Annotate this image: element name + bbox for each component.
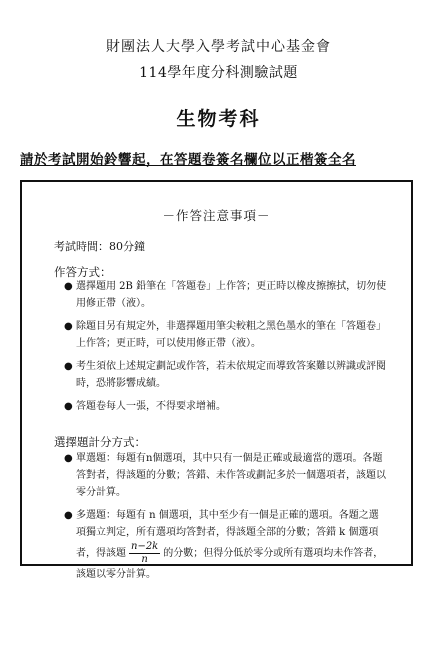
bullet-icon: ● <box>64 361 73 372</box>
signature-warning: 請於考試開始鈴響起，在答題卷簽名欄位以正楷簽全名 <box>20 152 356 168</box>
bullet-icon: ● <box>64 401 73 412</box>
bullet-icon: ● <box>64 281 73 292</box>
notice-box <box>20 180 413 580</box>
list-item-text: 答題卷每人一張，不得要求增補。 <box>76 401 226 412</box>
exam-title: 114學年度分科測驗試題 <box>139 65 298 81</box>
exam-time: 考試時間：80分鐘 <box>54 240 145 253</box>
list-item-text: 考生須依上述規定劃記或作答，若未依規定而導致答案難以辨識或評閱時，恐將影響成績。 <box>76 361 386 389</box>
bullet-icon: ● <box>64 321 73 332</box>
subject-title: 生物考科 <box>176 108 261 130</box>
multi-choice-rule: 多選題：每題有 n 個選項，其中至少有一個是正確的選項。各題之選項獨立判定，所有選項均答對者，得該題全部的分數；答錯 k 個選項者，得該題 <box>76 510 379 559</box>
bullet-icon: ● <box>64 453 73 464</box>
multi-choice-rule-end: 的分數；但得分低於零分或所有選項均未作答者，該題以零分計算。 <box>76 548 384 580</box>
list-item <box>62 358 388 392</box>
organization-name: 財團法人大學入學考試中心基金會 <box>106 39 331 55</box>
single-choice-rule: 單選題：每題有n個選項，其中只有一個是正確或最適當的選項。各題答對者，得該題的分數；答錯、未作答或劃記多於一個選項者，該題以零分計算。 <box>76 453 386 498</box>
fraction-numerator: n−2k <box>131 541 159 552</box>
bullet-icon: ● <box>64 510 73 521</box>
answer-method-heading: 作答方式： <box>54 265 112 279</box>
list-item <box>62 318 388 352</box>
fraction-denominator: n <box>141 554 148 565</box>
list-item <box>62 398 388 415</box>
scoring-method-heading: 選擇題計分方式： <box>54 435 146 449</box>
answer-method-list <box>62 278 388 421</box>
list-item-text: 除題目另有規定外，非選擇題用筆尖較粗之黑色墨水的筆在「答題卷」上作答；更正時，可以使用修正帶（液）。 <box>76 321 386 349</box>
scoring-method-list <box>62 450 388 589</box>
score-fraction <box>129 541 160 566</box>
list-item <box>62 507 388 583</box>
notice-title: －作答注意事項－ <box>162 208 271 223</box>
list-item <box>62 450 388 501</box>
list-item-text: 選擇題用 2B 鉛筆在「答題卷」上作答；更正時以橡皮擦擦拭，切勿使用修正帶（液）。 <box>76 281 387 309</box>
list-item <box>62 278 388 312</box>
